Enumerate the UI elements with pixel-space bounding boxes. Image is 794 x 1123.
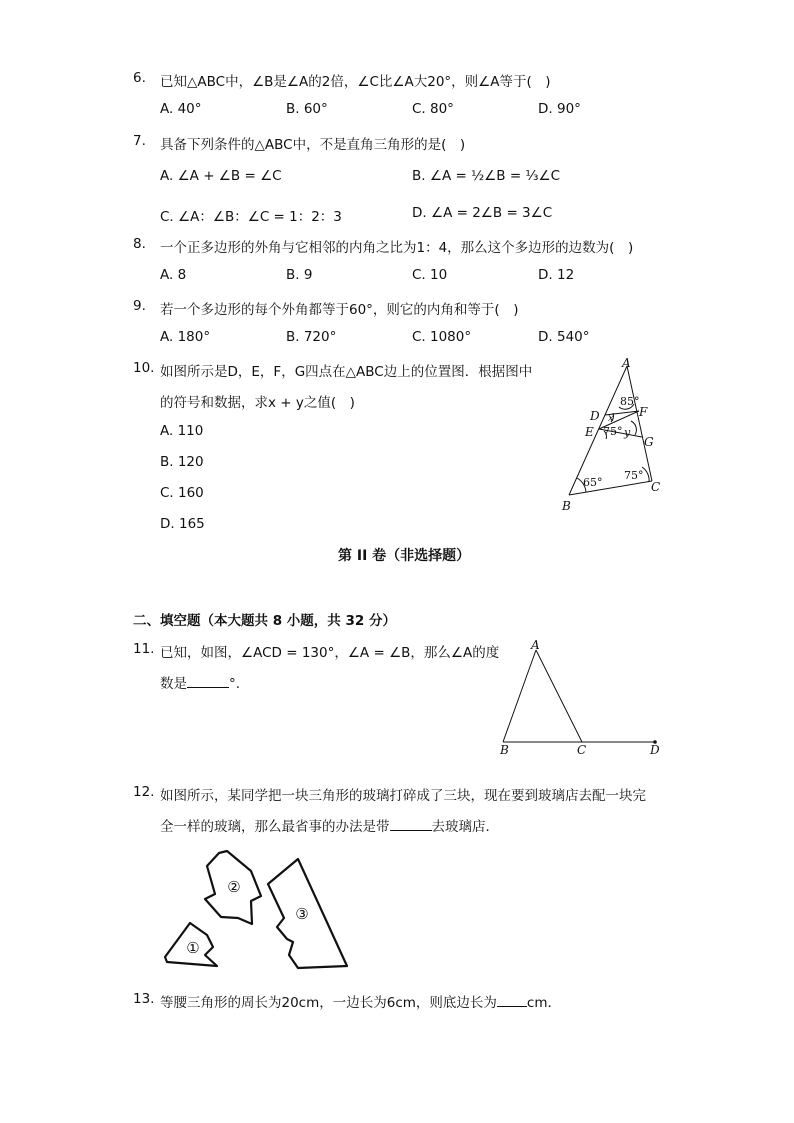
q10-angle-85: 85° bbox=[620, 395, 640, 408]
q7-option-d: D. ∠A = 2∠B = 3∠C bbox=[412, 205, 553, 221]
section-2-title: 第 II 卷（非选择题） bbox=[338, 548, 471, 564]
q12-glass-pieces-figure bbox=[155, 845, 355, 970]
q10-label-x: x bbox=[608, 413, 614, 424]
q9-text: 若一个多边形的每个外角都等于60°，则它的内角和等于( ) bbox=[160, 302, 519, 318]
q6-option-c: C. 80° bbox=[412, 101, 454, 117]
q6-number: 6. bbox=[133, 70, 146, 86]
glass-piece-3-label: ③ bbox=[295, 905, 309, 923]
q12-line2-prefix: 全一样的玻璃，那么最省事的办法是带 bbox=[160, 819, 390, 835]
q10-text-line1: 如图所示是D，E，F，G四点在△ABC边上的位置图．根据图中 bbox=[160, 364, 533, 380]
q10-label-y: y bbox=[624, 426, 631, 439]
q13-number: 13. bbox=[133, 991, 155, 1007]
q11-side-ab bbox=[503, 650, 536, 742]
glass-piece-1-label: ① bbox=[186, 939, 200, 957]
q10-text-line2: 的符号和数据，求x + y之值( ) bbox=[160, 395, 355, 411]
q11-label-d: D bbox=[650, 743, 660, 757]
q10-option-c: C. 160 bbox=[160, 485, 204, 501]
q7-option-b: B. ∠A = ½∠B = ⅓∠C bbox=[412, 168, 561, 184]
q7-number: 7. bbox=[133, 133, 146, 149]
q12-text-line1: 如图所示，某同学把一块三角形的玻璃打碎成了三块，现在要到玻璃店去配一块完 bbox=[160, 788, 646, 804]
q10-label-f: F bbox=[639, 405, 648, 419]
q11-side-ac bbox=[536, 650, 582, 742]
q9-number: 9. bbox=[133, 298, 146, 314]
q8-option-b: B. 9 bbox=[286, 267, 313, 283]
q11-text-line1: 已知，如图，∠ACD = 130°，∠A = ∠B，那么∠A的度 bbox=[160, 645, 500, 661]
q11-label-c: C bbox=[577, 743, 587, 757]
q8-number: 8. bbox=[133, 236, 146, 252]
q8-option-a: A. 8 bbox=[160, 267, 187, 283]
q8-text: 一个正多边形的外角与它相邻的内角之比为1：4，那么这个多边形的边数为( ) bbox=[160, 240, 634, 256]
q11-answer-blank[interactable] bbox=[187, 674, 229, 688]
q11-line2-prefix: 数是 bbox=[160, 676, 187, 692]
q9-option-a: A. 180° bbox=[160, 329, 211, 345]
q12-line2-suffix: 去玻璃店． bbox=[431, 819, 499, 835]
q12-text-line2 bbox=[160, 815, 499, 835]
q6-option-b: B. 60° bbox=[286, 101, 328, 117]
q10-number: 10. bbox=[133, 360, 155, 376]
q6-option-a: A. 40° bbox=[160, 101, 202, 117]
q10-label-d: D bbox=[590, 409, 600, 423]
q10-angle-75-c: 75° bbox=[624, 469, 644, 482]
q13-suffix: cm． bbox=[526, 995, 561, 1011]
q12-answer-blank[interactable] bbox=[390, 817, 432, 831]
q11-number: 11. bbox=[133, 641, 155, 657]
q6-option-d: D. 90° bbox=[538, 101, 581, 117]
q11-text-line2 bbox=[160, 672, 240, 692]
q6-text: 已知△ABC中，∠B是∠A的2倍，∠C比∠A大20°，则∠A等于( ) bbox=[160, 74, 551, 90]
q10-label-c: C bbox=[651, 480, 661, 494]
q7-option-c: C. ∠A：∠B：∠C = 1：2：3 bbox=[160, 209, 342, 225]
q12-number: 12. bbox=[133, 784, 155, 800]
q10-angle-75-mid: 75° bbox=[603, 425, 623, 438]
part-2-heading: 二、填空题（本大题共 8 小题，共 32 分） bbox=[133, 613, 396, 629]
q10-label-e: E bbox=[585, 425, 594, 439]
q9-option-d: D. 540° bbox=[538, 329, 590, 345]
q10-arc-y bbox=[631, 421, 636, 435]
q8-option-c: C. 10 bbox=[412, 267, 448, 283]
q11-line2-suffix: °. bbox=[229, 676, 241, 692]
q10-option-d: D. 165 bbox=[160, 516, 205, 532]
q11-triangle-figure bbox=[495, 636, 670, 761]
q13-prefix: 等腰三角形的周长为20cm，一边长为6cm，则底边长为 bbox=[160, 995, 497, 1011]
q11-label-a: A bbox=[531, 638, 540, 652]
q7-text: 具备下列条件的△ABC中，不是直角三角形的是( ) bbox=[160, 137, 466, 153]
q9-option-b: B. 720° bbox=[286, 329, 337, 345]
q7-option-a: A. ∠A + ∠B = ∠C bbox=[160, 168, 282, 184]
q11-label-b: B bbox=[500, 743, 509, 757]
glass-piece-2-label: ② bbox=[227, 878, 241, 896]
q13-answer-blank[interactable] bbox=[497, 993, 527, 1007]
q10-side-ac bbox=[627, 366, 652, 481]
q10-label-a: A bbox=[622, 356, 631, 370]
q10-label-b: B bbox=[562, 499, 571, 513]
q10-side-bc bbox=[569, 481, 652, 495]
q10-option-a: A. 110 bbox=[160, 423, 204, 439]
q10-option-b: B. 120 bbox=[160, 454, 204, 470]
q13-text bbox=[160, 991, 561, 1011]
q9-option-c: C. 1080° bbox=[412, 329, 472, 345]
q10-label-g: G bbox=[644, 435, 654, 449]
q10-triangle-figure bbox=[555, 355, 675, 515]
q10-angle-65: 65° bbox=[583, 476, 603, 489]
q8-option-d: D. 12 bbox=[538, 267, 575, 283]
